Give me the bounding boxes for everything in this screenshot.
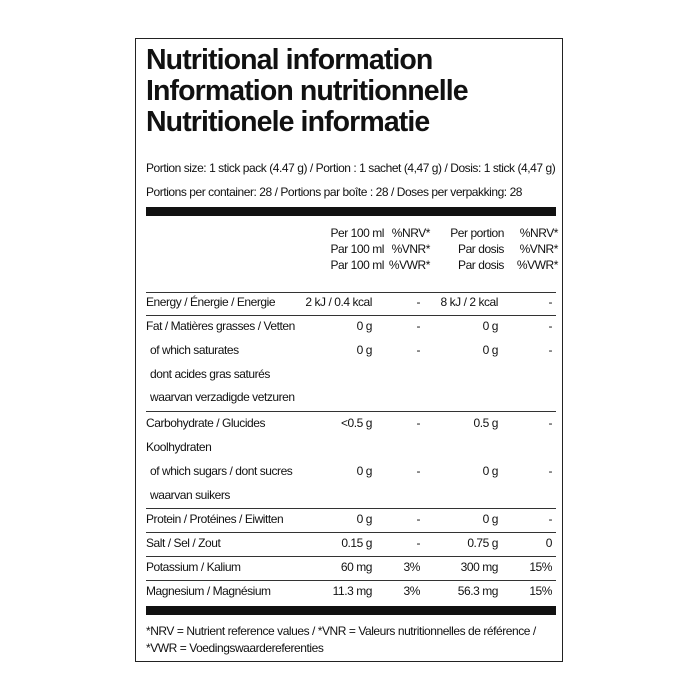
title-english: Nutritional information xyxy=(146,44,433,76)
value-per-portion: 0.75 g xyxy=(467,536,498,550)
row-label: Potassium / Kalium xyxy=(146,560,241,574)
value-per-100ml: 0 g xyxy=(356,512,372,526)
value-per-100ml: 0.15 g xyxy=(341,536,372,550)
value-per-100ml: 0 g xyxy=(356,464,372,478)
header-nrv-100ml-nl: %VWR* xyxy=(388,258,430,272)
value-per-portion: 56.3 mg xyxy=(457,584,498,598)
value-nrv-portion: - xyxy=(548,343,552,357)
row-label: waarvan suikers xyxy=(150,488,230,502)
value-per-portion: 0 g xyxy=(482,464,498,478)
value-per-portion: 0 g xyxy=(482,319,498,333)
value-nrv-100ml: - xyxy=(416,464,420,478)
value-per-portion: 0.5 g xyxy=(473,416,498,430)
value-per-portion: 8 kJ / 2 kcal xyxy=(440,295,498,309)
value-nrv-100ml: - xyxy=(416,343,420,357)
header-per-portion-nl: Par dosis xyxy=(458,258,504,272)
divider xyxy=(146,315,556,316)
row-label: Salt / Sel / Zout xyxy=(146,536,221,550)
header-nrv-100ml-en: %NRV* xyxy=(391,226,430,240)
row-label: waarvan verzadigde vetzuren xyxy=(150,390,295,404)
value-nrv-portion: - xyxy=(548,295,552,309)
value-per-100ml: 0 g xyxy=(356,343,372,357)
portion-size-text: Portion size: 1 stick pack (4.47 g) / Portion : 1 sachet (4,47 g) / Dosis: 1 stick (4,47 g) xyxy=(146,161,556,175)
value-nrv-100ml: 3% xyxy=(403,560,420,574)
header-bar xyxy=(146,207,556,216)
value-per-portion: 0 g xyxy=(482,343,498,357)
value-per-100ml: 11.3 mg xyxy=(332,584,372,598)
divider xyxy=(146,556,556,557)
header-per-portion-en: Per portion xyxy=(450,226,504,240)
divider xyxy=(146,292,556,293)
header-per-100ml xyxy=(330,225,384,273)
header-nrv-portion-en: %NRV* xyxy=(519,226,558,240)
titles-block xyxy=(146,45,558,138)
row-label: Protein / Protéines / Eiwitten xyxy=(146,512,284,526)
header-per-100ml-nl: Par 100 ml xyxy=(330,258,384,272)
value-nrv-portion: 15% xyxy=(529,560,552,574)
row-label: dont acides gras saturés xyxy=(150,367,270,381)
row-label: Carbohydrate / Glucides xyxy=(146,416,266,430)
divider xyxy=(146,532,556,533)
value-nrv-100ml: - xyxy=(416,536,420,550)
divider xyxy=(146,508,556,509)
nutrition-label-panel xyxy=(135,38,563,662)
value-per-100ml: <0.5 g xyxy=(341,416,372,430)
header-nrv-100ml xyxy=(389,225,430,273)
value-nrv-100ml: - xyxy=(416,295,420,309)
value-nrv-portion: - xyxy=(548,416,552,430)
row-label: of which saturates xyxy=(150,343,239,357)
value-nrv-100ml: 3% xyxy=(403,584,420,598)
header-per-100ml-en: Per 100 ml xyxy=(330,226,384,240)
row-label: of which sugars / dont sucres xyxy=(150,464,293,478)
row-label: Magnesium / Magnésium xyxy=(146,584,271,598)
value-per-100ml: 60 mg xyxy=(340,560,372,574)
footnote: *NRV = Nutrient reference values / *VNR = Valeurs nutritionnelles de référence / *VWR = Voedingswaardereferenties xyxy=(146,624,536,655)
header-nrv-100ml-fr: %VNR* xyxy=(391,242,430,256)
title-dutch: Nutritionele informatie xyxy=(146,106,430,138)
row-label: Energy / Énergie / Energie xyxy=(146,295,276,309)
portions-per-container-text: Portions per container: 28 / Portions par boîte : 28 / Doses per verpakking: 28 xyxy=(146,185,523,199)
title-french: Information nutritionnelle xyxy=(146,75,468,107)
value-nrv-100ml: - xyxy=(416,319,420,333)
header-nrv-portion-nl: %VWR* xyxy=(516,258,558,272)
header-per-portion xyxy=(450,225,504,273)
value-nrv-portion: 15% xyxy=(529,584,552,598)
divider xyxy=(146,580,556,581)
footer-bar xyxy=(146,606,556,615)
header-nrv-portion xyxy=(517,225,558,273)
value-nrv-portion: - xyxy=(548,464,552,478)
value-per-portion: 300 mg xyxy=(460,560,498,574)
header-per-portion-fr: Par dosis xyxy=(458,242,504,256)
value-per-portion: 0 g xyxy=(482,512,498,526)
row-label: Koolhydraten xyxy=(146,440,212,454)
value-nrv-portion: - xyxy=(548,512,552,526)
row-label: Fat / Matières grasses / Vetten xyxy=(146,319,295,333)
value-nrv-100ml: - xyxy=(416,512,420,526)
value-nrv-portion: 0 xyxy=(545,536,552,550)
value-per-100ml: 0 g xyxy=(356,319,372,333)
value-nrv-100ml: - xyxy=(416,416,420,430)
header-per-100ml-fr: Par 100 ml xyxy=(330,242,384,256)
value-nrv-portion: - xyxy=(548,319,552,333)
value-per-100ml: 2 kJ / 0.4 kcal xyxy=(305,295,372,309)
divider xyxy=(146,411,556,412)
header-nrv-portion-fr: %VNR* xyxy=(519,242,558,256)
